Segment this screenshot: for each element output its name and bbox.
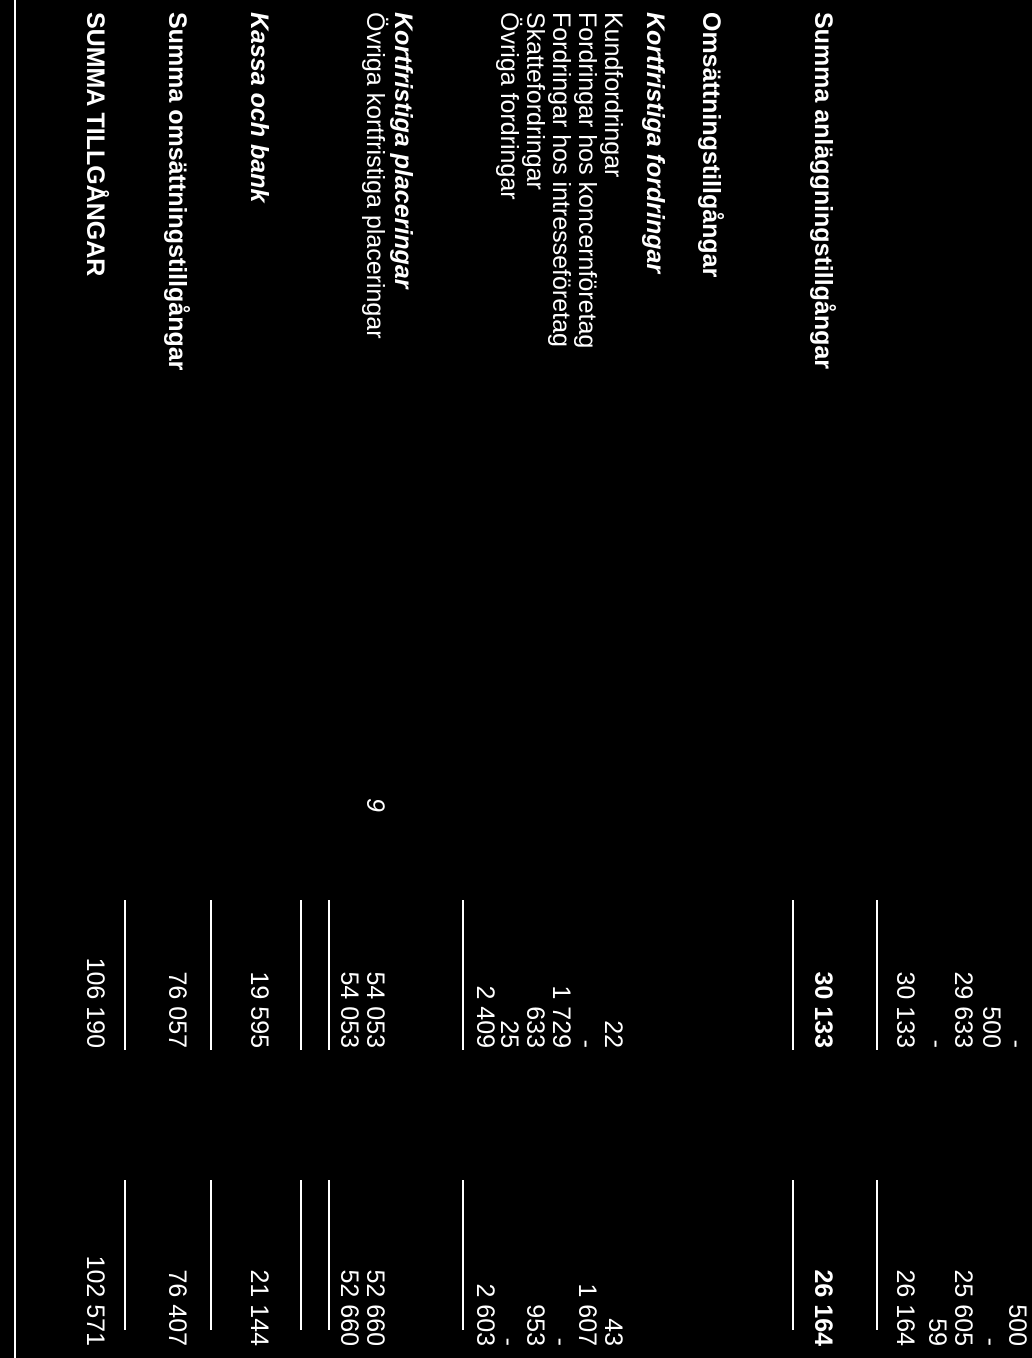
sum-rule: [876, 900, 878, 1050]
value-current-year: 25: [495, 1020, 523, 1048]
row-label: Omsättningstillgångar: [697, 12, 725, 278]
value-current-year: 1 729: [547, 985, 575, 1048]
grand-total-previous-year: 102 571: [81, 1255, 109, 1346]
value-previous-year: 59: [923, 1318, 951, 1346]
row-label: Summa anläggningstillgångar: [809, 12, 837, 369]
row-label: Fordringar hos koncernföretag: [573, 12, 601, 349]
value-current-year: 500: [977, 1006, 1005, 1048]
value-previous-year: 25 605: [949, 1269, 977, 1346]
subtotal-previous-year: 2 603: [471, 1283, 499, 1346]
row-label: Summa omsättningstillgångar: [163, 12, 191, 371]
sum-rule: [124, 900, 126, 1050]
sum-rule: [792, 1180, 794, 1330]
page-bottom-rule: [14, 0, 16, 1358]
value-current-year: 19 595: [245, 971, 273, 1048]
value-previous-year: -: [547, 1337, 575, 1346]
subtotal-current-year: 2 409: [471, 985, 499, 1048]
subtotal-current-year: 30 133: [891, 971, 919, 1048]
value-previous-year: -: [495, 1337, 523, 1346]
value-current-year: 22: [599, 1020, 627, 1048]
sum-rule: [792, 900, 794, 1050]
row-label: SUMMA TILLGÅNGAR: [81, 12, 109, 277]
value-previous-year: 953: [521, 1304, 549, 1346]
total-current-year: 30 133: [809, 971, 837, 1048]
sum-rule: [210, 1180, 212, 1330]
sum-rule: [210, 900, 212, 1050]
sum-rule: [124, 1180, 126, 1330]
row-label: Skattefordringar: [521, 12, 549, 190]
value-current-year: -: [573, 1039, 601, 1048]
sum-rule: [300, 900, 302, 1050]
row-label: Övriga fordringar: [495, 12, 523, 200]
row-label: Kortfristiga placeringar: [389, 12, 417, 289]
total-current-year: 76 057: [163, 971, 191, 1048]
value-previous-year: 43: [599, 1318, 627, 1346]
value-current-year: -: [923, 1039, 951, 1048]
value-previous-year: 500: [1003, 1304, 1031, 1346]
value-previous-year: -: [977, 1337, 1005, 1346]
total-previous-year: 76 407: [163, 1269, 191, 1346]
sum-rule: [462, 1180, 464, 1330]
value-previous-year: 1 607: [573, 1283, 601, 1346]
subtotal-previous-year: 26 164: [891, 1269, 919, 1346]
row-label: Kundfordringar: [599, 12, 627, 178]
total-previous-year: 26 164: [809, 1269, 837, 1346]
value-current-year: 54 053: [361, 971, 389, 1048]
row-label: Kortfristiga fordringar: [641, 12, 669, 274]
row-label: Fordringar hos intresseföretag: [547, 12, 575, 347]
sum-rule: [328, 900, 330, 1050]
value-current-year: 29 633: [949, 971, 977, 1048]
sum-rule: [462, 900, 464, 1050]
subtotal-previous-year: 52 660: [335, 1269, 363, 1346]
subtotal-current-year: 54 053: [335, 971, 363, 1048]
sum-rule: [300, 1180, 302, 1330]
row-label: Kassa och bank: [245, 12, 273, 203]
sum-rule: [876, 1180, 878, 1330]
value-current-year: -: [1003, 1039, 1031, 1048]
grand-total-current-year: 106 190: [81, 957, 109, 1048]
value-previous-year: 52 660: [361, 1269, 389, 1346]
value-current-year: 633: [521, 1006, 549, 1048]
note-reference: 9: [361, 798, 389, 812]
row-label: Övriga kortfristiga placeringar: [361, 12, 389, 339]
sum-rule: [328, 1180, 330, 1330]
value-previous-year: 21 144: [245, 1269, 273, 1346]
